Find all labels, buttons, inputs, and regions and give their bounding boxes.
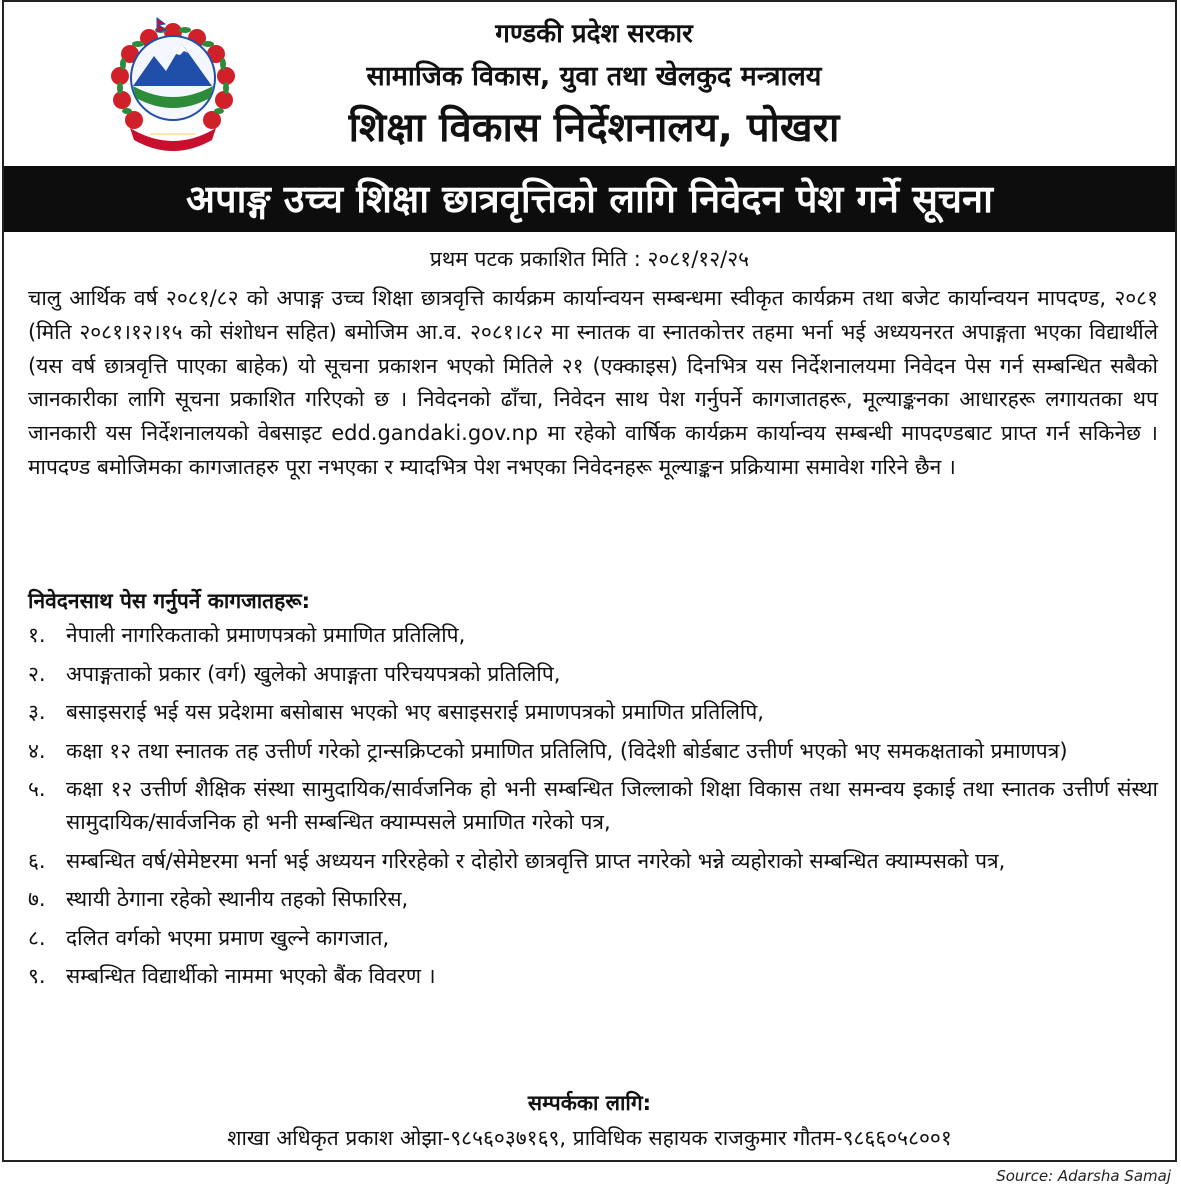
item-text: नेपाली नागरिकताको प्रमाणपत्रको प्रमाणित प्रतिलिपि, <box>66 623 466 647</box>
item-number: ७. <box>28 887 46 911</box>
notice-body: चालु आर्थिक वर्ष २०८१/८२ को अपाङ्ग उच्च शिक्षा छात्रवृत्ति कार्यक्रम कार्यान्वयन सम्बन्धमा स्वीकृत कार्यक्रम तथा बजेट कार्यान्वयन मापदण्ड, २०८१ (मिति २०८१।१२।१५ को संशोधन सहित) बमोजिम आ.व. २०८१।८२ मा स्नातक वा स्नातकोत्तर तहमा भर्ना भई अध्ययनरत अपाङ्गता भएका विद्यार्थीले (यस वर्ष छात्रवृत्ति पाएका बाहेक) यो सूचना प्रकाशन भएको मितिले २१ (एक्काइस) दिनभित्र यस निर्देशनालयमा निवेदन पेस गर्न सम्बन्धित सबैको जानकारीका लागि सूचना प्रकाशित गरिएको छ । निवेदनको ढाँचा, निवेदन साथ पेश गर्नुपर्ने कागजातहरू, मूल्याङ्कनका आधारहरू लगायतका थप जानकारी यस निर्देशनालयको वेबसाइट edd.gandaki.gov.np मा रहेको वार्षिक कार्यक्रम कार्यान्वय सम्बन्धी मापदण्डबाट प्राप्त गर्न सकिनेछ । मापदण्ड बमोजिमका कागजातहरु पूरा नभएका र म्यादभित्र पेश नभएका निवेदनहरू मूल्याङ्कन प्रक्रियामा समावेश गरिने छैन । <box>28 286 1158 479</box>
directorate-name: शिक्षा विकास निर्देशनालय, पोखरा <box>348 105 840 151</box>
list-item <box>28 960 1158 993</box>
list-item <box>28 696 1158 729</box>
item-number: ३. <box>28 700 46 724</box>
list-item <box>28 773 1158 839</box>
gandaki-province-emblem-icon <box>102 16 244 156</box>
contact-details: शाखा अधिकृत प्रकाश ओझा-९८५६०३७१६९, प्राविधिक सहायक राजकुमार गौतम-९८६६०५८००१ <box>227 1126 952 1150</box>
ministry-name: सामाजिक विकास, युवा तथा खेलकुद मन्त्रालय <box>366 61 822 92</box>
item-number: ८. <box>28 925 46 950</box>
list-item <box>28 922 1158 955</box>
item-text: अपाङ्गताको प्रकार (वर्ग) खुलेको अपाङ्गता परिचयपत्रको प्रतिलिपि, <box>66 661 561 686</box>
list-item <box>28 735 1158 768</box>
item-number: २. <box>28 661 46 686</box>
list-item <box>28 883 1158 916</box>
documents-list <box>28 619 1158 999</box>
item-text: बसाइसराई भई यस प्रदेशमा बसोबास भएको भए बसाइसराई प्रमाणपत्रको प्रमाणित प्रतिलिपि, <box>66 700 764 724</box>
published-date: प्रथम पटक प्रकाशित मिति : २०८१/१२/२५ <box>429 247 750 271</box>
notice-document <box>2 0 1177 1162</box>
item-number: ४. <box>28 738 46 763</box>
contact-heading: सम्पर्कका लागि: <box>527 1091 652 1115</box>
item-text: सम्बन्धित वर्ष/सेमेष्टरमा भर्ना भई अध्ययन गरिरहेको र दोहोरो छात्रवृत्ति प्राप्त नगरेको भन्ने व्यहोराको सम्बन्धित क्याम्पसको पत्र, <box>66 848 1006 873</box>
item-number: ५. <box>28 777 46 801</box>
notice-header <box>4 2 1175 168</box>
item-text: कक्षा १२ तथा स्नातक तह उत्तीर्ण गरेको ट्रान्सक्रिप्टको प्रमाणित प्रतिलिपि, (विदेशी बोर्डबाट उत्तीर्ण भएको भए समकक्षताको प्रमाणपत्र) <box>66 738 1068 763</box>
item-text: स्थायी ठेगाना रहेको स्थानीय तहको सिफारिस, <box>66 887 409 911</box>
list-item <box>28 845 1158 878</box>
notice-title: अपाङ्ग उच्च शिक्षा छात्रवृत्तिको लागि निवेदन पेश गर्ने सूचना <box>4 166 1175 232</box>
item-number: १. <box>28 623 46 647</box>
list-item <box>28 619 1158 652</box>
item-text: कक्षा १२ उत्तीर्ण शैक्षिक संस्था सामुदायिक/सार्वजनिक हो भनी सम्बन्धित जिल्लाको शिक्षा विकास तथा समन्वय इकाई तथा स्नातक उत्तीर्ण संस्था सामुदायिक/सार्वजनिक हो भनी सम्बन्धित क्याम्पसले प्रमाणित गरेको पत्र, <box>66 777 1158 834</box>
item-text: सम्बन्धित विद्यार्थीको नाममा भएको बैंक विवरण । <box>66 964 436 988</box>
list-item <box>28 658 1158 691</box>
item-number: ९. <box>28 964 46 988</box>
documents-heading: निवेदनसाथ पेस गर्नुपर्ने कागजातहरू: <box>28 589 310 613</box>
item-number: ६. <box>28 848 46 873</box>
source-credit: Source: Adarsha Samaj <box>996 1167 1171 1185</box>
government-name: गण्डकी प्रदेश सरकार <box>495 19 693 49</box>
item-text: दलित वर्गको भएमा प्रमाण खुल्ने कागजात, <box>66 925 390 950</box>
